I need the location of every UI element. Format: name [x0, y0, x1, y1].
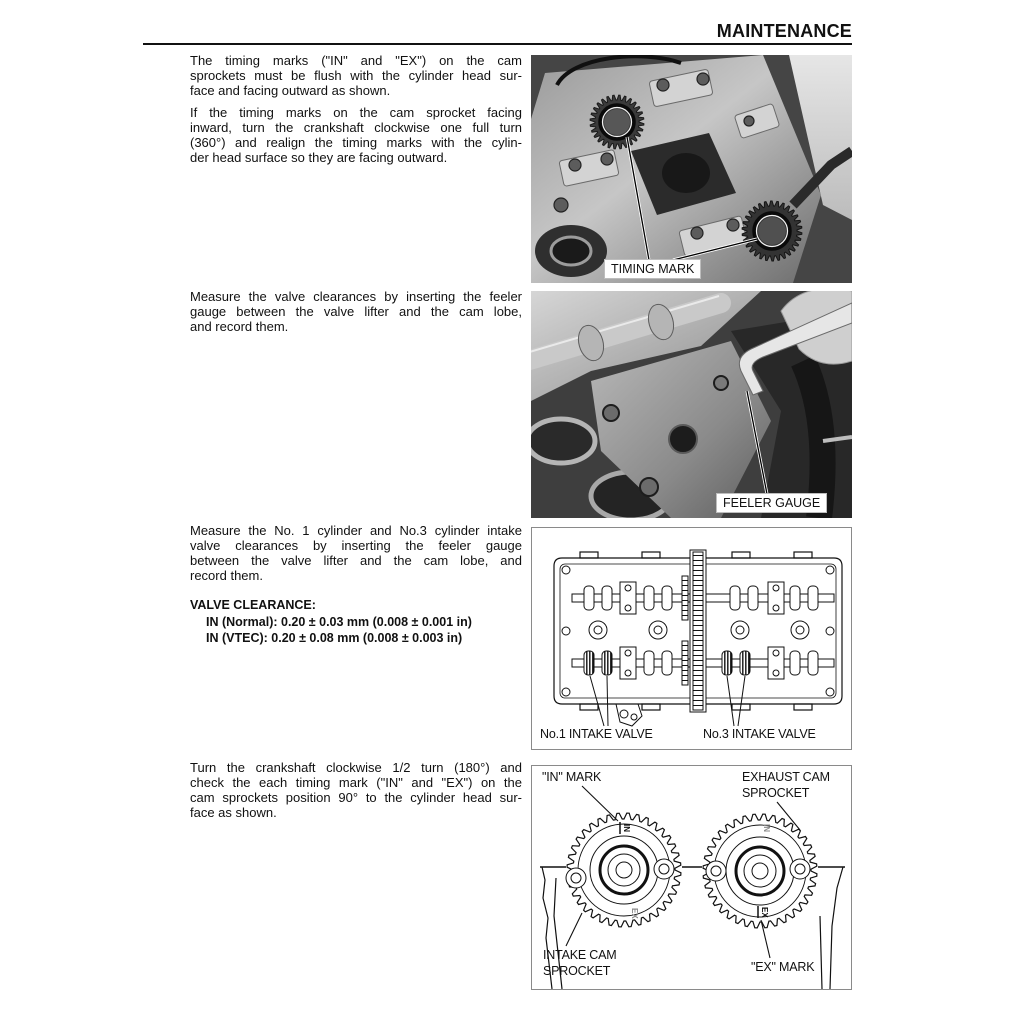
exhaust-cam-sprocket-label-line1: EXHAUST CAM	[742, 770, 830, 784]
text-line: Measure the valve clearances by inserting the feeler	[190, 289, 522, 304]
step4-text	[190, 760, 522, 820]
exhaust-cam-sprocket-label-line2: SPROCKET	[742, 786, 810, 800]
no3-intake-valve-label: No.3 INTAKE VALVE	[703, 727, 816, 741]
text-line: der head surface so they are facing outward.	[190, 150, 448, 165]
valve-lifter	[669, 425, 697, 453]
ex-mark-text: EX	[760, 907, 769, 918]
timing-mark-figure	[531, 55, 852, 283]
header-rule	[143, 43, 852, 45]
paragraph	[190, 105, 522, 165]
paragraph	[190, 289, 522, 334]
text-line: Turn the crankshaft clockwise 1/2 turn (180°) and	[190, 760, 522, 775]
text-line: If the timing marks on the cam sprocket facing	[190, 105, 522, 120]
text-line: and record them.	[190, 319, 289, 334]
intake-valve-diagram	[531, 527, 852, 750]
in-mark-label: "IN" MARK	[542, 770, 602, 784]
leader-lines	[590, 676, 745, 726]
in-mark-text: IN	[622, 824, 631, 832]
valve-clearance-title: VALVE CLEARANCE:	[190, 598, 316, 612]
text-line: gauge between the valve lifter and the cam lobe,	[190, 304, 522, 319]
cylinder-head-photo	[531, 55, 852, 283]
text-line: valve clearances by inserting the feeler gauge	[190, 538, 522, 553]
ex-mark-label: "EX" MARK	[751, 960, 815, 974]
valve-clearance-vtec: IN (VTEC): 0.20 ± 0.08 mm (0.008 ± 0.003 in)	[206, 631, 463, 645]
intake-cam-sprocket-label-line1: INTAKE CAM	[543, 948, 617, 962]
feeler-gauge-label: FEELER GAUGE	[716, 493, 827, 513]
text-line: (360°) and realign the timing marks with the cylin-	[190, 135, 522, 150]
text-line: face as shown.	[190, 805, 277, 820]
ex-mark-text: EX	[630, 908, 639, 919]
text-line: between the valve lifter and the cam lobe, and	[190, 553, 522, 568]
cam-chain	[682, 550, 706, 712]
cylinder-head-drawing	[532, 528, 851, 749]
text-line: The timing marks ("IN" and "EX") on the cam	[190, 53, 522, 68]
section-title: MAINTENANCE	[716, 21, 852, 41]
in-mark-text: IN	[762, 824, 771, 832]
exhaust-in-mark	[762, 824, 771, 832]
text-line: Measure the No. 1 cylinder and No.3 cylinder intake	[190, 523, 522, 538]
intake-ex-mark	[630, 908, 639, 919]
cam-sprocket-diagram	[531, 765, 852, 990]
feeler-gauge-photo	[531, 291, 852, 518]
bracket	[616, 704, 642, 726]
step2-text	[190, 289, 522, 334]
paragraph	[190, 760, 522, 820]
paragraph	[190, 53, 522, 98]
feeler-gauge-figure	[531, 291, 852, 518]
intake-cam-sprocket-label-line2: SPROCKET	[543, 964, 611, 978]
text-line: check the each timing mark ("IN" and "EX") on the	[190, 775, 522, 790]
valve-clearance-normal: IN (Normal): 0.20 ± 0.03 mm (0.008 ± 0.001 in)	[206, 615, 472, 629]
paragraph	[190, 523, 522, 583]
cam-sprocket-upper	[590, 95, 644, 149]
timing-mark-label: TIMING MARK	[604, 259, 701, 279]
no1-intake-valve-label: No.1 INTAKE VALVE	[540, 727, 653, 741]
step3-text	[190, 523, 522, 646]
text-line: face and facing outward as shown.	[190, 83, 391, 98]
text-line: sprockets must be flush with the cylinder head sur-	[190, 68, 522, 83]
text-line: cam sprockets position 90° to the cylinder head sur-	[190, 790, 522, 805]
text-line: inward, turn the crankshaft clockwise one full turn	[190, 120, 522, 135]
step1-text	[190, 53, 522, 165]
text-line: record them.	[190, 568, 263, 583]
